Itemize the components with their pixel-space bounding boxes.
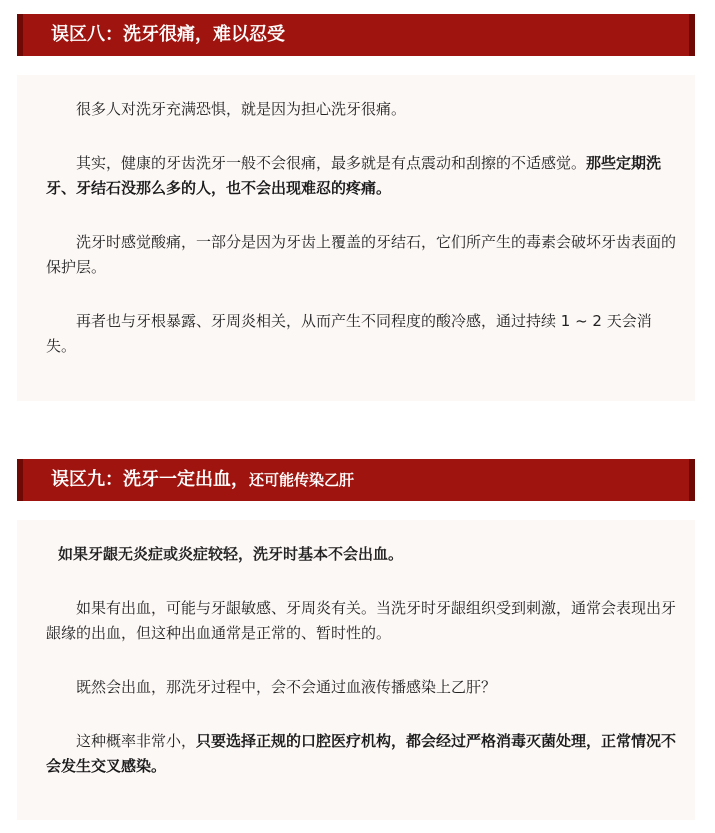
section-9-title-banner [17,459,695,501]
section-9-paragraph-1: 如果牙龈无炎症或炎症较轻，洗牙时基本不会出血。 [58,545,404,563]
section-8-title: 误区八：洗牙很痛，难以忍受 [51,24,285,45]
section-9-paragraph-4-emphasis: 只要选择正规的口腔医疗机构，都会经过严格消毒灭菌处理，正常情况不会发生交叉感染。 [46,732,677,775]
section-9-paragraph-4-text: 这种概率非常小， [76,732,197,750]
section-8-paragraph-2 [46,151,681,201]
section-8-panel [17,75,695,401]
section-8-paragraph-3: 洗牙时感觉酸痛，一部分是因为牙齿上覆盖的牙结石，它们所产生的毒素会破坏牙齿表面的保护层。 [46,233,677,276]
section-9-paragraph-3: 既然会出血，那洗牙过程中，会不会通过血液传播感染上乙肝？ [76,678,497,696]
section-8-paragraph-2-emphasis: 那些定期洗牙、牙结石没那么多的人，也不会出现难忍的疼痛。 [46,154,662,197]
section-9-paragraph-4 [46,729,681,779]
section-9-paragraph-2: 如果有出血，可能与牙龈敏感、牙周炎有关。当洗牙时牙龈组织受到刺激，通常会表现出牙龈缘的出血，但这种出血通常是正常的、暂时性的。 [46,599,677,642]
section-8-paragraph-4: 再者也与牙根暴露、牙周炎相关，从而产生不同程度的酸冷感，通过持续 1 ~ 2 天会消失。 [46,312,652,355]
section-9-panel [17,520,695,820]
section-9-title: 误区九：洗牙一定出血， [51,469,249,490]
section-8-paragraph-2-text: 其实，健康的牙齿洗牙一般不会很痛，最多就是有点震动和刮擦的不适感觉。 [76,154,587,172]
section-9-title-sub: 还可能传染乙肝 [249,471,355,489]
section-8-title-banner [17,14,695,56]
section-8-paragraph-1: 很多人对洗牙充满恐惧，就是因为担心洗牙很痛。 [76,100,407,118]
